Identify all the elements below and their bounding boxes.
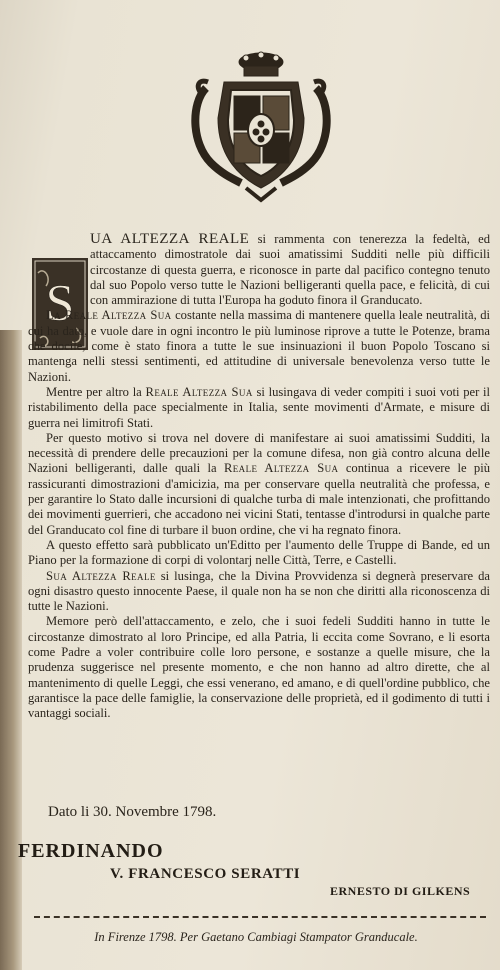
- paragraph-exhortation: [28, 614, 490, 721]
- proclamation-body: [28, 232, 490, 722]
- footer-divider: [34, 916, 486, 918]
- paragraph-6-title: Sua Altezza Reale: [46, 568, 156, 583]
- paragraph-4-pre: Per questo motivo si trova nel dovere di manifestare ai suoi amatissimi Sudditi, la necessità di prendere delle precauzioni per la comune difesa, non già contro alcuna delle Nazioni belligeranti, dalle quali la: [28, 430, 490, 476]
- paragraph-peace: [28, 385, 490, 431]
- signature-gilkens: ERNESTO DI GILKENS: [330, 884, 471, 898]
- dateline: Dato li 30. Novembre 1798.: [48, 804, 217, 820]
- paragraph-opening: [28, 232, 490, 308]
- paragraph-5-text: A questo effetto sarà pubblicato un'Editto per l'aumento delle Truppe di Bande, ed un Piano per la formazione di corpi di volontarj nelle Città, Terre, e Castelli.: [28, 537, 490, 568]
- paragraph-6-text: si lusinga, che la Divina Provvidenza si degnerà preservare da ogni disastro questo innocente Paese, il quale non ha se non che diritti alla riconoscenza di tutte le Nazioni.: [28, 568, 490, 614]
- paragraph-defense: [28, 431, 490, 538]
- paragraph-providence: [28, 569, 490, 615]
- dropcap-letter: S: [45, 275, 75, 332]
- paragraph-2-title: La Reale Altezza Sua: [46, 308, 172, 323]
- paragraph-3-text: si lusingava di veder compiti i suoi voti per il ristabilimento della pace specialmente in Italia, sente movimenti d'Armate, e misure di guerra nei limitrofi Stati.: [28, 384, 491, 430]
- paragraph-4-text: continua a ricevere le più rassicuranti dimostrazioni d'amicizia, ma per conservare quella neutralità che professa, e per garantire lo Stato dalle incursioni di qualche turba di male intenzionati, che profittando dei movimenti guerrieri, che accadono nei vicini Stati, tentasse d'introdursi in qualche parte del Granducato col fine di turbare il buon ordine, che vi ha regnato finora.: [28, 461, 490, 537]
- paragraph-3-title: Reale Altezza Sua: [145, 384, 253, 399]
- paragraph-edict: [28, 538, 490, 569]
- printer-imprint: In Firenze 1798. Per Gaetano Cambiagi Stampator Granducale.: [94, 930, 418, 944]
- signature-seratti: V. FRANCESCO SERATTI: [110, 866, 301, 882]
- signature-ferdinando: FERDINANDO: [18, 840, 164, 862]
- grand-ducal-coat-of-arms: [186, 48, 336, 203]
- paragraph-3-pre: Mentre per altro la: [46, 384, 142, 399]
- paragraph-4-title: Reale Altezza Sua: [223, 461, 339, 476]
- paragraph-7-text: Memore però dell'attaccamento, e zelo, che i suoi fedeli Sudditi hanno in tutte le circostanze dimostrato al loro Principe, ed alla Patria, li eccita come Sovrano, e li esorta come Padre a voler contribuire colle loro persone, e sostanze a quelle misure, che la prudenza suggerisce nel presente momento, e che non hanno ad altro dirette, che al mantenimento di quelle Leggi, che essi venerano, ed amano, e di quell'ordine pubblico, che garantisce la pace delle famiglie, la conservazione delle proprietà, ed il godimento di tutti i vantaggi sociali.: [28, 614, 490, 721]
- opening-lead: UA ALTEZZA REALE: [90, 231, 250, 247]
- paragraph-neutrality: [28, 308, 490, 384]
- paragraph-2-text: costante nella massima di mantenere quella leale neutralità, di cui ha dato, e vuole dare in ogni incontro le più luminose riprove a tutte le Potenze, brama che docile, come è stato finora a tutte le sue insinuazioni il buon Popolo Toscano si mantenga nelli stessi sentimenti, ed attitudine di universale benevolenza verso tutte le Nazioni.: [28, 308, 490, 384]
- paragraph-1-text: si rammenta con tenerezza la fedeltà, ed attaccamento dimostratole dai suoi amatissimi Sudditi nelle più difficili circostanze di questa guerra, e riconosce in parte dal pacifico contegno tenuto dal suo Popolo verso tutte le Nazioni belligeranti quella pace, e felicità, di cui con ammirazione di tutta l'Europa ha goduto finora il Granducato.: [90, 232, 491, 308]
- page-fold-edge: [0, 330, 22, 970]
